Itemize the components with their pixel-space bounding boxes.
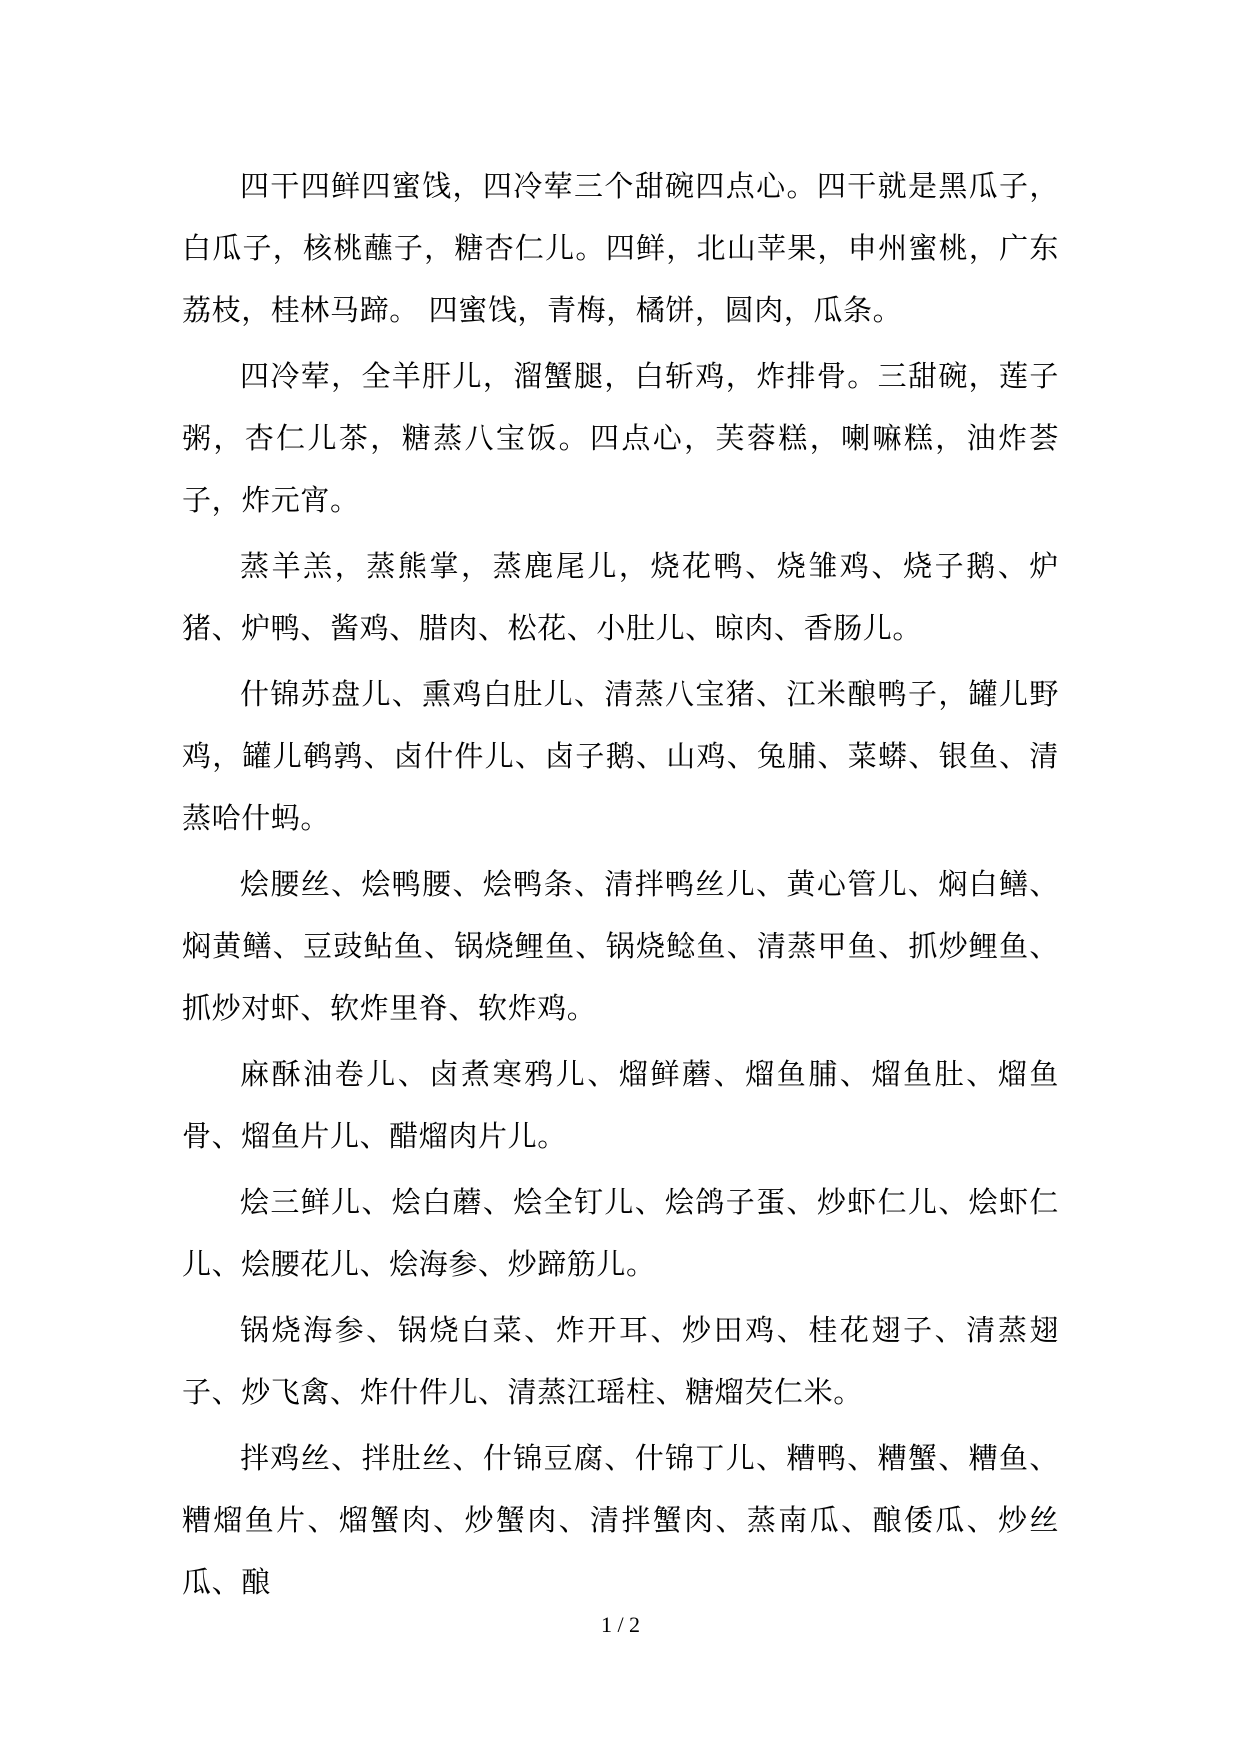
- paragraph-1: 四干四鲜四蜜饯，四冷荤三个甜碗四点心。四干就是黑瓜子，白瓜子，核桃蘸子，糖杏仁儿。四鲜，北山苹果，申州蜜桃，广东荔枝，桂林马蹄。 四蜜饯，青梅，橘饼，圆肉，瓜条。: [182, 169, 1059, 327]
- paragraph-6: 麻酥油卷儿、卤煮寒鸦儿、熘鲜蘑、熘鱼脯、熘鱼肚、熘鱼骨、熘鱼片儿、醋熘肉片儿。: [182, 1057, 1059, 1153]
- paragraph-5: 烩腰丝、烩鸭腰、烩鸭条、清拌鸭丝儿、黄心管儿、焖白鳝、焖黄鳝、豆豉鲇鱼、锅烧鲤鱼、锅烧鲶鱼、清蒸甲鱼、抓炒鲤鱼、抓炒对虾、软炸里脊、软炸鸡。: [182, 867, 1059, 1025]
- paragraph-2: 四冷荤，全羊肝儿，溜蟹腿，白斩鸡，炸排骨。三甜碗，莲子粥，杏仁儿茶，糖蒸八宝饭。四点心，芙蓉糕，喇嘛糕，油炸荟子，炸元宵。: [182, 359, 1059, 517]
- paragraph-8: 锅烧海参、锅烧白菜、炸开耳、炒田鸡、桂花翅子、清蒸翅子、炒飞禽、炸什件儿、清蒸江瑶柱、糖熘芡仁米。: [182, 1313, 1059, 1409]
- paragraph-3: 蒸羊羔，蒸熊掌，蒸鹿尾儿，烧花鸭、烧雏鸡、烧子鹅、炉猪、炉鸭、酱鸡、腊肉、松花、小肚儿、晾肉、香肠儿。: [182, 549, 1059, 645]
- paragraph-9: 拌鸡丝、拌肚丝、什锦豆腐、什锦丁儿、糟鸭、糟蟹、糟鱼、糟熘鱼片、熘蟹肉、炒蟹肉、清拌蟹肉、蒸南瓜、酿倭瓜、炒丝瓜、酿: [182, 1441, 1059, 1599]
- paragraph-7: 烩三鲜儿、烩白蘑、烩全钉儿、烩鸽子蛋、炒虾仁儿、烩虾仁儿、烩腰花儿、烩海参、炒蹄筋儿。: [182, 1185, 1059, 1281]
- document-body: [182, 155, 1059, 1617]
- paragraph-4: 什锦苏盘儿、熏鸡白肚儿、清蒸八宝猪、江米酿鸭子，罐儿野鸡，罐儿鹌鹑、卤什件儿、卤子鹅、山鸡、兔脯、菜蟒、银鱼、清蒸哈什蚂。: [182, 677, 1059, 835]
- page-number: 1 / 2: [600, 1612, 641, 1637]
